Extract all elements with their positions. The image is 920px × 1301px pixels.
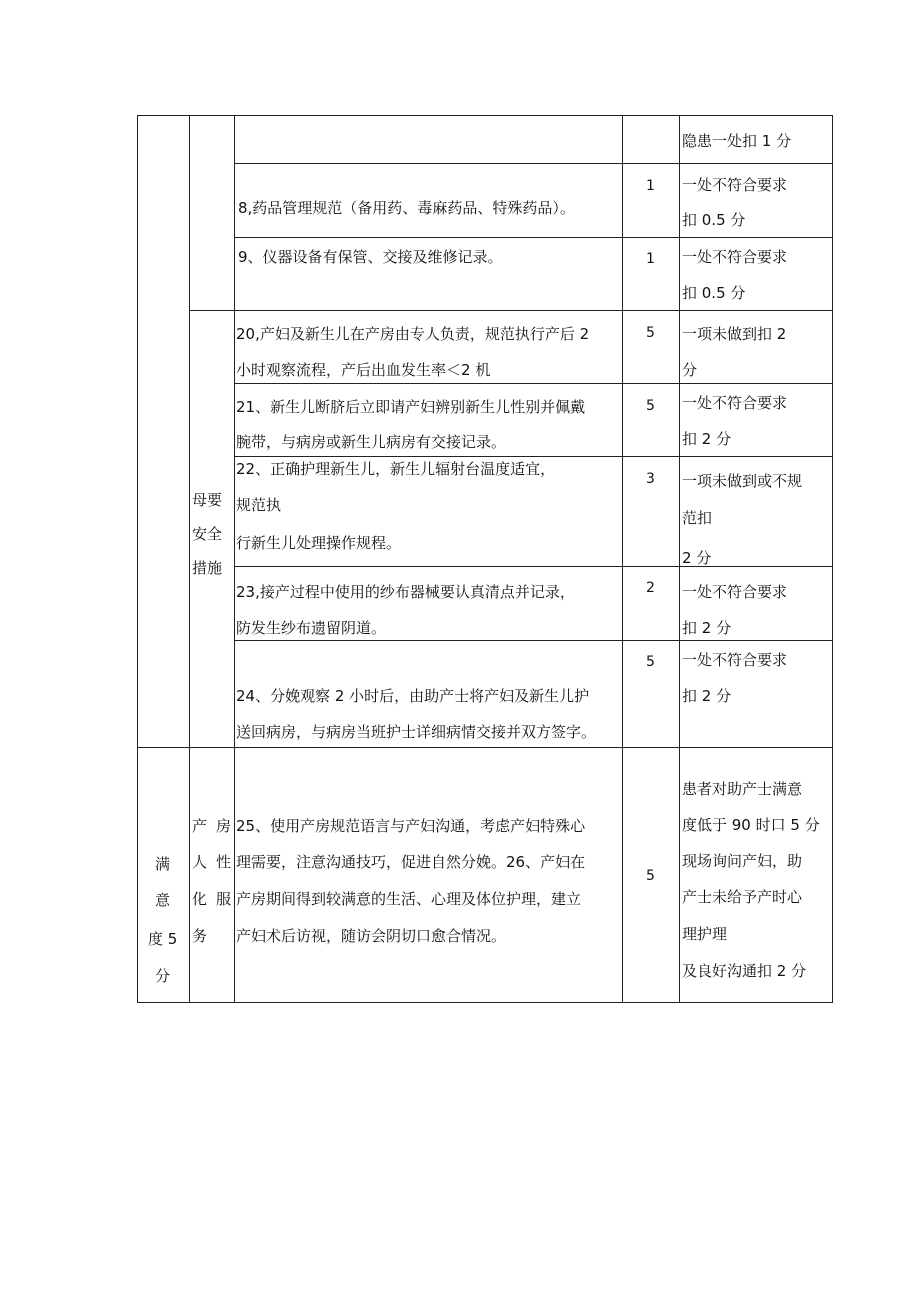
- deduct-text: 患者对助产士满意: [682, 780, 803, 798]
- score-value: 1: [646, 251, 655, 267]
- score-value: 5: [646, 325, 655, 341]
- sub-category-label: 性: [216, 853, 232, 871]
- item-content: 行新生儿处理操作规程。: [236, 534, 402, 552]
- item-content: 产房期间得到较满意的生活、心理及体位护理，建立: [236, 890, 582, 908]
- row-divider: [234, 163, 833, 164]
- deduct-text: 扣 2 分: [682, 687, 732, 705]
- deduct-text: 一处不符合要求: [682, 651, 788, 669]
- deduct-text: 范扣: [682, 509, 713, 527]
- column-divider: [234, 115, 235, 1003]
- score-value: 5: [646, 654, 655, 670]
- row-divider: [234, 456, 833, 457]
- deduct-text: 及良好沟通扣 2 分: [682, 962, 807, 980]
- deduct-text: 一处不符合要求: [682, 248, 788, 266]
- sub-category-label: 安全: [192, 525, 223, 543]
- item-content: 24、分娩观察 2 小时后，由助产士将产妇及新生儿护: [236, 687, 590, 705]
- item-content: 23,接产过程中使用的纱布器械要认真清点并记录，: [236, 583, 575, 601]
- row-divider: [234, 237, 833, 238]
- row-divider: [234, 383, 833, 384]
- sub-category-label: 房: [216, 817, 232, 835]
- deduct-text: 产士未给予产时心: [682, 888, 803, 906]
- sub-category-label: 人: [192, 853, 208, 871]
- item-content: 产妇术后访视，随访会阴切口愈合情况。: [236, 927, 507, 945]
- score-value: 5: [646, 868, 655, 884]
- category-label: 分: [155, 967, 171, 985]
- item-content: 21、新生儿断脐后立即请产妇辨别新生儿性别并佩戴: [236, 398, 586, 416]
- deduct-text: 度低于 90 时口 5 分: [682, 816, 820, 834]
- score-value: 2: [646, 580, 655, 596]
- deduct-text: 一项未做到或不规: [682, 472, 803, 490]
- score-value: 3: [646, 471, 655, 487]
- deduct-text: 扣 0.5 分: [682, 211, 746, 229]
- sub-category-label: 务: [192, 927, 208, 945]
- item-content: 规范执: [236, 496, 282, 514]
- deduct-text: 一项未做到扣 2: [682, 325, 787, 343]
- category-label: 意: [155, 891, 171, 909]
- section-divider: [137, 747, 833, 748]
- item-content: 8,药品管理规范（备用药、毒麻药品、特殊药品）。: [238, 199, 575, 217]
- row-divider: [234, 640, 833, 641]
- deduct-text: 现场询问产妇，助: [682, 852, 803, 870]
- sub-category-label: 服: [216, 890, 232, 908]
- table-right-border: [832, 115, 833, 1003]
- item-content: 理需要，注意沟通技巧，促进自然分娩。26、产妇在: [236, 853, 586, 871]
- table-left-border: [137, 115, 138, 1003]
- column-divider: [189, 115, 190, 1003]
- deduct-text: 一处不符合要求: [682, 583, 788, 601]
- item-content: 20,产妇及新生儿在产房由专人负责，规范执行产后 2: [236, 325, 590, 343]
- item-content: 25、使用产房规范语言与产妇沟通，考虑产妇特殊心: [236, 817, 586, 835]
- score-value: 5: [646, 398, 655, 414]
- category-label: 度 5: [148, 930, 178, 948]
- section-divider: [189, 310, 833, 311]
- sub-category-label: 母要: [192, 491, 223, 509]
- deduct-text: 理护理: [682, 925, 728, 943]
- item-content: 22、正确护理新生儿，新生儿辐射台温度适宜，: [236, 460, 556, 478]
- column-divider: [622, 115, 623, 1003]
- score-value: 1: [646, 178, 655, 194]
- table-bottom-border: [137, 1002, 833, 1003]
- sub-category-label: 产: [192, 817, 208, 835]
- item-content: 9、仪器设备有保管、交接及维修记录。: [238, 248, 503, 266]
- deduct-text: 分: [682, 361, 698, 379]
- deduct-text: 2 分: [682, 549, 712, 567]
- deduct-text: 扣 0.5 分: [682, 284, 746, 302]
- deduct-text: 一处不符合要求: [682, 176, 788, 194]
- sub-category-label: 措施: [192, 559, 223, 577]
- column-divider: [679, 115, 680, 1003]
- item-content: 小时观察流程，产后出血发生率＜2 机: [236, 361, 491, 379]
- item-content: 腕带，与病房或新生儿病房有交接记录。: [236, 433, 507, 451]
- deduct-text: 扣 2 分: [682, 619, 732, 637]
- sub-category-label: 化: [192, 890, 208, 908]
- category-label: 满: [155, 855, 171, 873]
- item-content: 送回病房，与病房当班护士详细病情交接并双方签字。: [236, 723, 597, 741]
- deduct-text: 扣 2 分: [682, 430, 732, 448]
- deduct-text: 隐患一处扣 1 分: [682, 132, 792, 150]
- item-content: 防发生纱布遗留阴道。: [236, 619, 387, 637]
- table-top-border: [137, 115, 833, 116]
- row-divider: [234, 566, 833, 567]
- deduct-text: 一处不符合要求: [682, 394, 788, 412]
